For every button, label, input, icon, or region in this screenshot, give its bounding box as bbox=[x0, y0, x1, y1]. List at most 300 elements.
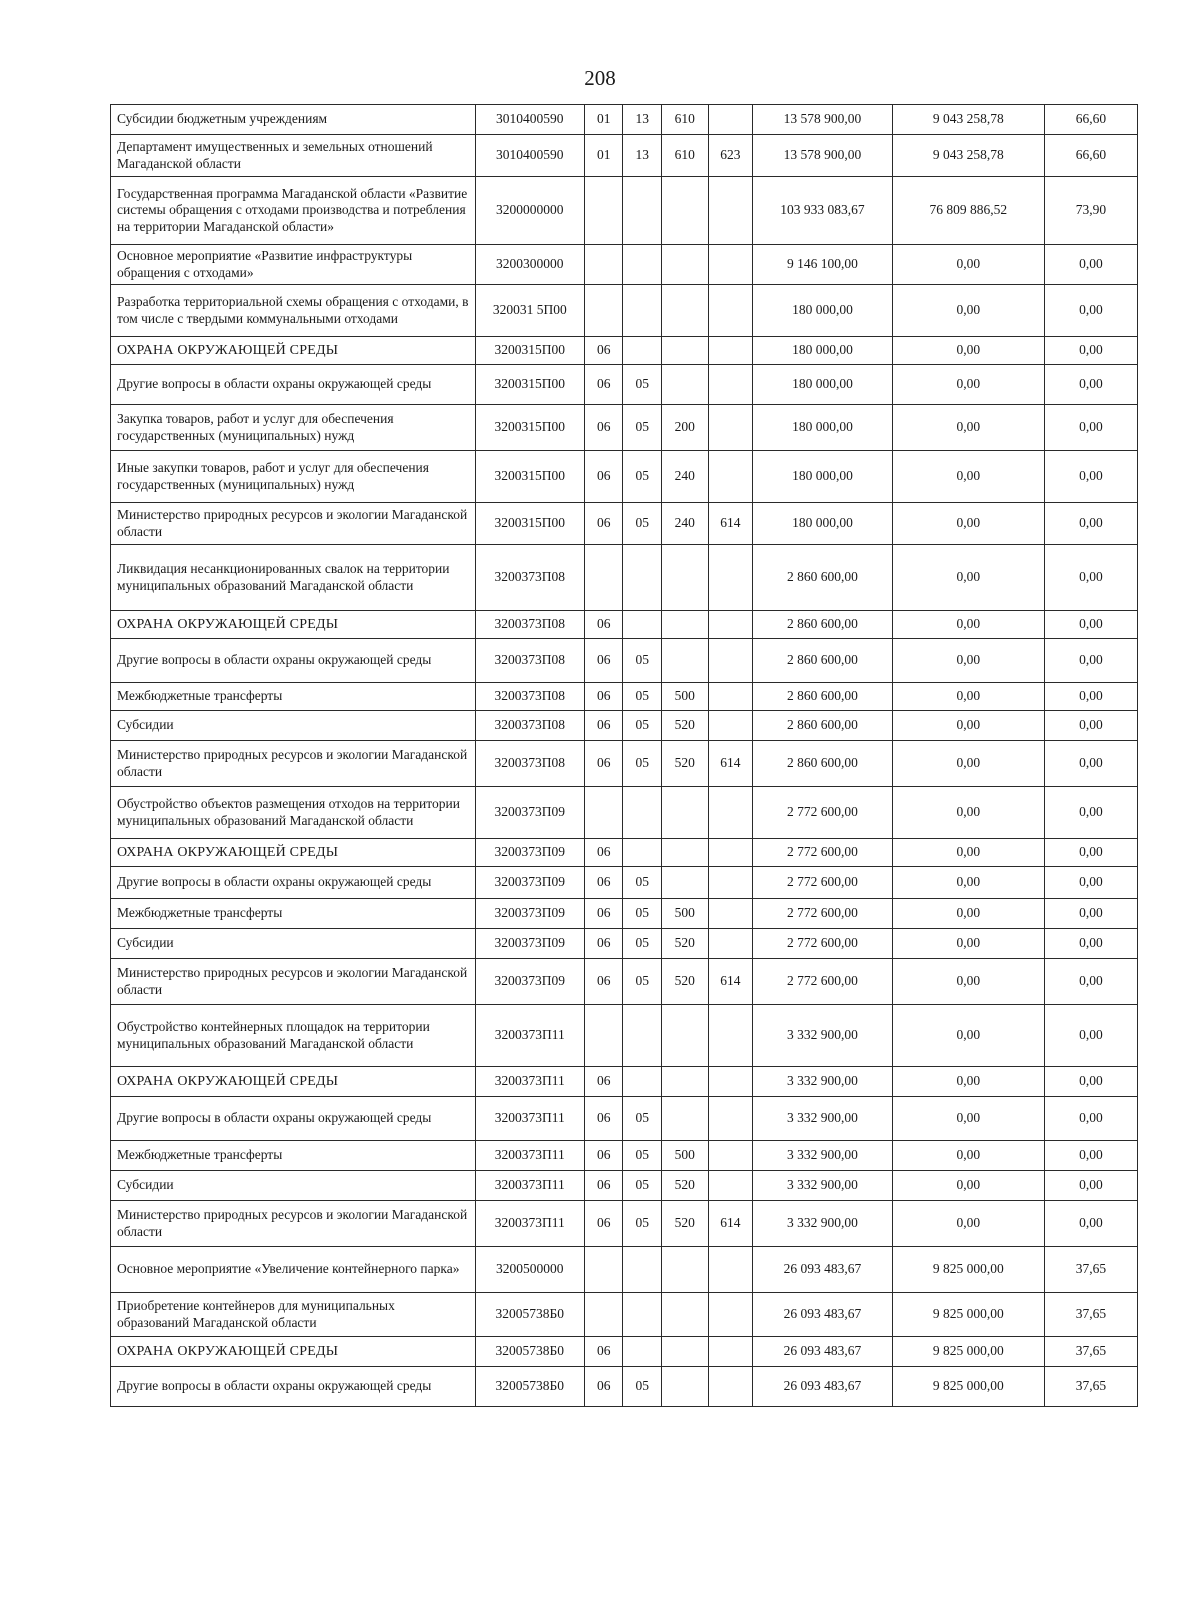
row-name-cell: Другие вопросы в области охраны окружающей среды bbox=[111, 1097, 476, 1141]
row-execution-cell: 0,00 bbox=[892, 683, 1044, 711]
row-subsection-cell: 05 bbox=[623, 1141, 661, 1171]
row-percent-cell: 0,00 bbox=[1044, 639, 1137, 683]
row-percent-cell: 0,00 bbox=[1044, 1097, 1137, 1141]
row-percent-cell: 0,00 bbox=[1044, 787, 1137, 839]
table-row bbox=[111, 285, 1138, 337]
row-section-cell: 06 bbox=[584, 503, 622, 545]
row-subsection-cell: 13 bbox=[623, 105, 661, 135]
row-name-cell: ОХРАНА ОКРУЖАЮЩЕЙ СРЕДЫ bbox=[111, 1067, 476, 1097]
row-code-cell: 3200373П08 bbox=[475, 611, 584, 639]
row-plan-cell: 2 772 600,00 bbox=[753, 867, 893, 899]
table-row bbox=[111, 545, 1138, 611]
row-section-cell: 06 bbox=[584, 1367, 622, 1407]
row-section-cell: 06 bbox=[584, 1067, 622, 1097]
row-expense-type-cell bbox=[661, 839, 708, 867]
row-code-cell: 32005738Б0 bbox=[475, 1367, 584, 1407]
table-row bbox=[111, 405, 1138, 451]
row-grbs-cell: 614 bbox=[708, 1201, 753, 1247]
row-percent-cell: 0,00 bbox=[1044, 405, 1137, 451]
row-plan-cell: 13 578 900,00 bbox=[753, 105, 893, 135]
row-grbs-cell: 623 bbox=[708, 135, 753, 177]
row-name-cell: ОХРАНА ОКРУЖАЮЩЕЙ СРЕДЫ bbox=[111, 611, 476, 639]
row-percent-cell: 0,00 bbox=[1044, 839, 1137, 867]
row-subsection-cell bbox=[623, 839, 661, 867]
row-grbs-cell bbox=[708, 365, 753, 405]
row-name-cell: Приобретение контейнеров для муниципальных образований Магаданской области bbox=[111, 1293, 476, 1337]
row-subsection-cell: 05 bbox=[623, 929, 661, 959]
row-expense-type-cell bbox=[661, 1367, 708, 1407]
row-subsection-cell: 05 bbox=[623, 899, 661, 929]
row-name-cell: Межбюджетные трансферты bbox=[111, 1141, 476, 1171]
row-percent-cell: 0,00 bbox=[1044, 1141, 1137, 1171]
row-grbs-cell bbox=[708, 1337, 753, 1367]
row-plan-cell: 2 772 600,00 bbox=[753, 929, 893, 959]
row-section-cell: 06 bbox=[584, 929, 622, 959]
table-row bbox=[111, 1067, 1138, 1097]
row-name-cell: Межбюджетные трансферты bbox=[111, 683, 476, 711]
row-name-cell: Департамент имущественных и земельных отношений Магаданской области bbox=[111, 135, 476, 177]
row-grbs-cell bbox=[708, 1141, 753, 1171]
row-percent-cell: 0,00 bbox=[1044, 365, 1137, 405]
row-section-cell: 06 bbox=[584, 867, 622, 899]
row-execution-cell: 0,00 bbox=[892, 545, 1044, 611]
row-subsection-cell: 05 bbox=[623, 365, 661, 405]
row-execution-cell: 9 825 000,00 bbox=[892, 1367, 1044, 1407]
row-section-cell bbox=[584, 285, 622, 337]
row-execution-cell: 76 809 886,52 bbox=[892, 177, 1044, 245]
row-code-cell: 3200500000 bbox=[475, 1247, 584, 1293]
table-row bbox=[111, 177, 1138, 245]
row-execution-cell: 0,00 bbox=[892, 451, 1044, 503]
row-percent-cell: 66,60 bbox=[1044, 105, 1137, 135]
row-execution-cell: 0,00 bbox=[892, 337, 1044, 365]
row-execution-cell: 0,00 bbox=[892, 741, 1044, 787]
row-name-cell: Государственная программа Магаданской области «Развитие системы обращения с отходами производства и потребления на территории Магаданской области» bbox=[111, 177, 476, 245]
row-name-cell: ОХРАНА ОКРУЖАЮЩЕЙ СРЕДЫ bbox=[111, 1337, 476, 1367]
row-section-cell bbox=[584, 787, 622, 839]
row-execution-cell: 0,00 bbox=[892, 959, 1044, 1005]
row-percent-cell: 0,00 bbox=[1044, 1067, 1137, 1097]
row-code-cell: 3200373П11 bbox=[475, 1067, 584, 1097]
table-row bbox=[111, 245, 1138, 285]
table-body bbox=[111, 105, 1138, 1407]
row-expense-type-cell bbox=[661, 1005, 708, 1067]
row-code-cell: 3200373П09 bbox=[475, 929, 584, 959]
row-grbs-cell bbox=[708, 1097, 753, 1141]
table-row bbox=[111, 929, 1138, 959]
row-code-cell: 3200373П11 bbox=[475, 1097, 584, 1141]
row-plan-cell: 180 000,00 bbox=[753, 285, 893, 337]
row-execution-cell: 0,00 bbox=[892, 639, 1044, 683]
row-plan-cell: 180 000,00 bbox=[753, 405, 893, 451]
row-code-cell: 3200300000 bbox=[475, 245, 584, 285]
row-expense-type-cell: 610 bbox=[661, 105, 708, 135]
row-plan-cell: 3 332 900,00 bbox=[753, 1097, 893, 1141]
row-plan-cell: 3 332 900,00 bbox=[753, 1067, 893, 1097]
row-plan-cell: 2 772 600,00 bbox=[753, 899, 893, 929]
row-name-cell: Министерство природных ресурсов и экологии Магаданской области bbox=[111, 959, 476, 1005]
row-execution-cell: 0,00 bbox=[892, 1005, 1044, 1067]
row-code-cell: 3010400590 bbox=[475, 135, 584, 177]
row-code-cell: 3200373П08 bbox=[475, 741, 584, 787]
row-name-cell: Обустройство контейнерных площадок на территории муниципальных образований Магаданской области bbox=[111, 1005, 476, 1067]
row-percent-cell: 0,00 bbox=[1044, 285, 1137, 337]
table-row bbox=[111, 787, 1138, 839]
row-execution-cell: 9 825 000,00 bbox=[892, 1247, 1044, 1293]
row-execution-cell: 0,00 bbox=[892, 503, 1044, 545]
row-expense-type-cell bbox=[661, 611, 708, 639]
row-subsection-cell bbox=[623, 177, 661, 245]
row-name-cell: Основное мероприятие «Увеличение контейнерного парка» bbox=[111, 1247, 476, 1293]
row-code-cell: 3200315П00 bbox=[475, 503, 584, 545]
row-code-cell: 3200315П00 bbox=[475, 451, 584, 503]
row-subsection-cell bbox=[623, 787, 661, 839]
row-code-cell: 3200373П08 bbox=[475, 545, 584, 611]
row-percent-cell: 37,65 bbox=[1044, 1367, 1137, 1407]
row-section-cell: 01 bbox=[584, 135, 622, 177]
row-name-cell: Министерство природных ресурсов и экологии Магаданской области bbox=[111, 1201, 476, 1247]
row-subsection-cell: 05 bbox=[623, 741, 661, 787]
row-subsection-cell: 05 bbox=[623, 711, 661, 741]
row-expense-type-cell bbox=[661, 1097, 708, 1141]
row-section-cell bbox=[584, 1247, 622, 1293]
row-name-cell: Обустройство объектов размещения отходов на территории муниципальных образований Магаданской области bbox=[111, 787, 476, 839]
row-section-cell: 06 bbox=[584, 683, 622, 711]
row-section-cell bbox=[584, 1293, 622, 1337]
row-subsection-cell bbox=[623, 337, 661, 365]
row-grbs-cell bbox=[708, 929, 753, 959]
row-expense-type-cell bbox=[661, 1067, 708, 1097]
row-code-cell: 32005738Б0 bbox=[475, 1293, 584, 1337]
row-percent-cell: 0,00 bbox=[1044, 1201, 1137, 1247]
row-grbs-cell bbox=[708, 245, 753, 285]
row-grbs-cell bbox=[708, 1293, 753, 1337]
row-execution-cell: 9 825 000,00 bbox=[892, 1337, 1044, 1367]
row-code-cell: 3200373П11 bbox=[475, 1171, 584, 1201]
row-percent-cell: 0,00 bbox=[1044, 711, 1137, 741]
row-grbs-cell bbox=[708, 105, 753, 135]
row-section-cell: 06 bbox=[584, 959, 622, 1005]
row-percent-cell: 0,00 bbox=[1044, 503, 1137, 545]
table-row bbox=[111, 451, 1138, 503]
row-percent-cell: 0,00 bbox=[1044, 867, 1137, 899]
row-percent-cell: 66,60 bbox=[1044, 135, 1137, 177]
row-section-cell: 06 bbox=[584, 1171, 622, 1201]
row-percent-cell: 0,00 bbox=[1044, 899, 1137, 929]
row-grbs-cell bbox=[708, 1367, 753, 1407]
row-execution-cell: 0,00 bbox=[892, 929, 1044, 959]
row-plan-cell: 13 578 900,00 bbox=[753, 135, 893, 177]
row-plan-cell: 9 146 100,00 bbox=[753, 245, 893, 285]
row-expense-type-cell bbox=[661, 285, 708, 337]
row-expense-type-cell bbox=[661, 245, 708, 285]
row-name-cell: Министерство природных ресурсов и экологии Магаданской области bbox=[111, 741, 476, 787]
row-execution-cell: 9 043 258,78 bbox=[892, 105, 1044, 135]
table-row bbox=[111, 899, 1138, 929]
row-subsection-cell: 05 bbox=[623, 1097, 661, 1141]
row-grbs-cell bbox=[708, 1171, 753, 1201]
row-expense-type-cell: 520 bbox=[661, 959, 708, 1005]
row-grbs-cell bbox=[708, 611, 753, 639]
row-section-cell: 06 bbox=[584, 1141, 622, 1171]
row-plan-cell: 2 860 600,00 bbox=[753, 611, 893, 639]
row-name-cell: Разработка территориальной схемы обращения с отходами, в том числе с твердыми коммунальными отходами bbox=[111, 285, 476, 337]
row-expense-type-cell bbox=[661, 1293, 708, 1337]
row-expense-type-cell bbox=[661, 867, 708, 899]
row-plan-cell: 3 332 900,00 bbox=[753, 1171, 893, 1201]
row-plan-cell: 2 860 600,00 bbox=[753, 639, 893, 683]
row-grbs-cell bbox=[708, 337, 753, 365]
row-subsection-cell bbox=[623, 611, 661, 639]
row-execution-cell: 0,00 bbox=[892, 405, 1044, 451]
row-expense-type-cell: 200 bbox=[661, 405, 708, 451]
row-section-cell: 06 bbox=[584, 1097, 622, 1141]
row-code-cell: 3200373П09 bbox=[475, 899, 584, 929]
row-grbs-cell bbox=[708, 683, 753, 711]
row-percent-cell: 0,00 bbox=[1044, 451, 1137, 503]
row-execution-cell: 0,00 bbox=[892, 899, 1044, 929]
row-code-cell: 320031 5П00 bbox=[475, 285, 584, 337]
row-section-cell: 06 bbox=[584, 899, 622, 929]
row-name-cell: Субсидии bbox=[111, 1171, 476, 1201]
row-code-cell: 3200373П11 bbox=[475, 1201, 584, 1247]
row-expense-type-cell: 500 bbox=[661, 1141, 708, 1171]
row-execution-cell: 9 825 000,00 bbox=[892, 1293, 1044, 1337]
row-plan-cell: 2 860 600,00 bbox=[753, 711, 893, 741]
row-code-cell: 3200373П09 bbox=[475, 787, 584, 839]
row-subsection-cell: 05 bbox=[623, 867, 661, 899]
row-subsection-cell: 05 bbox=[623, 1367, 661, 1407]
row-execution-cell: 0,00 bbox=[892, 839, 1044, 867]
row-name-cell: ОХРАНА ОКРУЖАЮЩЕЙ СРЕДЫ bbox=[111, 839, 476, 867]
row-code-cell: 3200315П00 bbox=[475, 365, 584, 405]
row-plan-cell: 2 860 600,00 bbox=[753, 683, 893, 711]
row-name-cell: Другие вопросы в области охраны окружающей среды bbox=[111, 639, 476, 683]
row-code-cell: 3010400590 bbox=[475, 105, 584, 135]
row-subsection-cell bbox=[623, 285, 661, 337]
row-plan-cell: 26 093 483,67 bbox=[753, 1367, 893, 1407]
row-name-cell: Основное мероприятие «Развитие инфраструктуры обращения с отходами» bbox=[111, 245, 476, 285]
row-grbs-cell bbox=[708, 1005, 753, 1067]
row-section-cell bbox=[584, 545, 622, 611]
row-subsection-cell bbox=[623, 1005, 661, 1067]
row-plan-cell: 2 860 600,00 bbox=[753, 545, 893, 611]
row-plan-cell: 180 000,00 bbox=[753, 337, 893, 365]
row-expense-type-cell: 610 bbox=[661, 135, 708, 177]
row-plan-cell: 3 332 900,00 bbox=[753, 1201, 893, 1247]
row-expense-type-cell: 500 bbox=[661, 899, 708, 929]
row-grbs-cell bbox=[708, 405, 753, 451]
row-expense-type-cell: 240 bbox=[661, 503, 708, 545]
row-code-cell: 3200000000 bbox=[475, 177, 584, 245]
table-row bbox=[111, 839, 1138, 867]
row-subsection-cell bbox=[623, 245, 661, 285]
row-grbs-cell: 614 bbox=[708, 959, 753, 1005]
row-subsection-cell: 05 bbox=[623, 639, 661, 683]
row-code-cell: 3200373П08 bbox=[475, 711, 584, 741]
row-percent-cell: 0,00 bbox=[1044, 545, 1137, 611]
row-grbs-cell bbox=[708, 1247, 753, 1293]
table-row bbox=[111, 1201, 1138, 1247]
row-percent-cell: 0,00 bbox=[1044, 741, 1137, 787]
row-plan-cell: 103 933 083,67 bbox=[753, 177, 893, 245]
row-expense-type-cell: 500 bbox=[661, 683, 708, 711]
row-section-cell bbox=[584, 177, 622, 245]
table-row bbox=[111, 135, 1138, 177]
row-name-cell: ОХРАНА ОКРУЖАЮЩЕЙ СРЕДЫ bbox=[111, 337, 476, 365]
row-section-cell: 01 bbox=[584, 105, 622, 135]
table-row bbox=[111, 337, 1138, 365]
table-row bbox=[111, 503, 1138, 545]
row-section-cell: 06 bbox=[584, 405, 622, 451]
row-subsection-cell bbox=[623, 1247, 661, 1293]
row-name-cell: Закупка товаров, работ и услуг для обеспечения государственных (муниципальных) нужд bbox=[111, 405, 476, 451]
row-section-cell: 06 bbox=[584, 639, 622, 683]
row-grbs-cell: 614 bbox=[708, 503, 753, 545]
row-code-cell: 3200373П08 bbox=[475, 639, 584, 683]
table-row bbox=[111, 1293, 1138, 1337]
row-execution-cell: 0,00 bbox=[892, 365, 1044, 405]
row-plan-cell: 2 772 600,00 bbox=[753, 959, 893, 1005]
table-row bbox=[111, 1171, 1138, 1201]
row-plan-cell: 3 332 900,00 bbox=[753, 1005, 893, 1067]
row-subsection-cell: 05 bbox=[623, 1201, 661, 1247]
row-grbs-cell bbox=[708, 839, 753, 867]
row-section-cell: 06 bbox=[584, 839, 622, 867]
row-section-cell: 06 bbox=[584, 337, 622, 365]
table-row bbox=[111, 611, 1138, 639]
row-name-cell: Субсидии bbox=[111, 711, 476, 741]
row-percent-cell: 37,65 bbox=[1044, 1337, 1137, 1367]
row-execution-cell: 0,00 bbox=[892, 1171, 1044, 1201]
row-subsection-cell: 05 bbox=[623, 451, 661, 503]
row-plan-cell: 26 093 483,67 bbox=[753, 1293, 893, 1337]
row-code-cell: 3200373П08 bbox=[475, 683, 584, 711]
row-code-cell: 3200373П11 bbox=[475, 1005, 584, 1067]
table-row bbox=[111, 1337, 1138, 1367]
row-execution-cell: 9 043 258,78 bbox=[892, 135, 1044, 177]
row-expense-type-cell bbox=[661, 545, 708, 611]
row-expense-type-cell: 520 bbox=[661, 929, 708, 959]
row-code-cell: 3200373П09 bbox=[475, 839, 584, 867]
row-percent-cell: 0,00 bbox=[1044, 959, 1137, 1005]
row-code-cell: 3200373П09 bbox=[475, 959, 584, 1005]
row-expense-type-cell bbox=[661, 365, 708, 405]
row-percent-cell: 37,65 bbox=[1044, 1247, 1137, 1293]
row-expense-type-cell: 520 bbox=[661, 711, 708, 741]
row-section-cell: 06 bbox=[584, 741, 622, 787]
row-expense-type-cell bbox=[661, 337, 708, 365]
row-grbs-cell bbox=[708, 787, 753, 839]
row-percent-cell: 73,90 bbox=[1044, 177, 1137, 245]
row-expense-type-cell bbox=[661, 1337, 708, 1367]
row-grbs-cell bbox=[708, 899, 753, 929]
row-section-cell bbox=[584, 245, 622, 285]
table-row bbox=[111, 1247, 1138, 1293]
row-execution-cell: 0,00 bbox=[892, 1097, 1044, 1141]
row-name-cell: Межбюджетные трансферты bbox=[111, 899, 476, 929]
table-row bbox=[111, 959, 1138, 1005]
table-row bbox=[111, 683, 1138, 711]
row-plan-cell: 2 772 600,00 bbox=[753, 787, 893, 839]
table-row bbox=[111, 741, 1138, 787]
row-execution-cell: 0,00 bbox=[892, 867, 1044, 899]
row-section-cell: 06 bbox=[584, 1337, 622, 1367]
row-name-cell: Субсидии bbox=[111, 929, 476, 959]
row-plan-cell: 180 000,00 bbox=[753, 365, 893, 405]
row-section-cell bbox=[584, 1005, 622, 1067]
row-code-cell: 3200315П00 bbox=[475, 405, 584, 451]
row-section-cell: 06 bbox=[584, 451, 622, 503]
row-name-cell: Другие вопросы в области охраны окружающей среды bbox=[111, 867, 476, 899]
row-plan-cell: 3 332 900,00 bbox=[753, 1141, 893, 1171]
row-expense-type-cell: 520 bbox=[661, 1201, 708, 1247]
row-name-cell: Другие вопросы в области охраны окружающей среды bbox=[111, 365, 476, 405]
row-subsection-cell: 05 bbox=[623, 503, 661, 545]
row-code-cell: 3200315П00 bbox=[475, 337, 584, 365]
row-execution-cell: 0,00 bbox=[892, 1141, 1044, 1171]
table-row bbox=[111, 711, 1138, 741]
row-percent-cell: 0,00 bbox=[1044, 245, 1137, 285]
row-section-cell: 06 bbox=[584, 611, 622, 639]
row-grbs-cell bbox=[708, 711, 753, 741]
row-subsection-cell bbox=[623, 545, 661, 611]
row-code-cell: 3200373П09 bbox=[475, 867, 584, 899]
row-grbs-cell bbox=[708, 285, 753, 337]
table-row bbox=[111, 1141, 1138, 1171]
row-percent-cell: 0,00 bbox=[1044, 683, 1137, 711]
row-subsection-cell: 13 bbox=[623, 135, 661, 177]
page-number: 208 bbox=[584, 66, 616, 90]
row-expense-type-cell bbox=[661, 1247, 708, 1293]
row-name-cell: Иные закупки товаров, работ и услуг для обеспечения государственных (муниципальных) нужд bbox=[111, 451, 476, 503]
row-section-cell: 06 bbox=[584, 711, 622, 741]
row-percent-cell: 37,65 bbox=[1044, 1293, 1137, 1337]
row-grbs-cell bbox=[708, 177, 753, 245]
row-execution-cell: 0,00 bbox=[892, 787, 1044, 839]
row-name-cell: Субсидии бюджетным учреждениям bbox=[111, 105, 476, 135]
table-row bbox=[111, 105, 1138, 135]
row-grbs-cell bbox=[708, 639, 753, 683]
table-row bbox=[111, 639, 1138, 683]
row-section-cell: 06 bbox=[584, 365, 622, 405]
table-row bbox=[111, 1005, 1138, 1067]
row-subsection-cell bbox=[623, 1337, 661, 1367]
row-subsection-cell bbox=[623, 1293, 661, 1337]
row-grbs-cell bbox=[708, 545, 753, 611]
row-grbs-cell: 614 bbox=[708, 741, 753, 787]
row-percent-cell: 0,00 bbox=[1044, 611, 1137, 639]
row-execution-cell: 0,00 bbox=[892, 1067, 1044, 1097]
row-section-cell: 06 bbox=[584, 1201, 622, 1247]
row-percent-cell: 0,00 bbox=[1044, 337, 1137, 365]
row-execution-cell: 0,00 bbox=[892, 285, 1044, 337]
row-expense-type-cell: 240 bbox=[661, 451, 708, 503]
row-expense-type-cell: 520 bbox=[661, 741, 708, 787]
table-row bbox=[111, 1097, 1138, 1141]
row-subsection-cell: 05 bbox=[623, 959, 661, 1005]
row-execution-cell: 0,00 bbox=[892, 711, 1044, 741]
row-subsection-cell bbox=[623, 1067, 661, 1097]
row-subsection-cell: 05 bbox=[623, 405, 661, 451]
row-execution-cell: 0,00 bbox=[892, 1201, 1044, 1247]
row-plan-cell: 26 093 483,67 bbox=[753, 1337, 893, 1367]
row-code-cell: 3200373П11 bbox=[475, 1141, 584, 1171]
row-expense-type-cell bbox=[661, 639, 708, 683]
row-expense-type-cell bbox=[661, 177, 708, 245]
table-row bbox=[111, 1367, 1138, 1407]
row-percent-cell: 0,00 bbox=[1044, 929, 1137, 959]
